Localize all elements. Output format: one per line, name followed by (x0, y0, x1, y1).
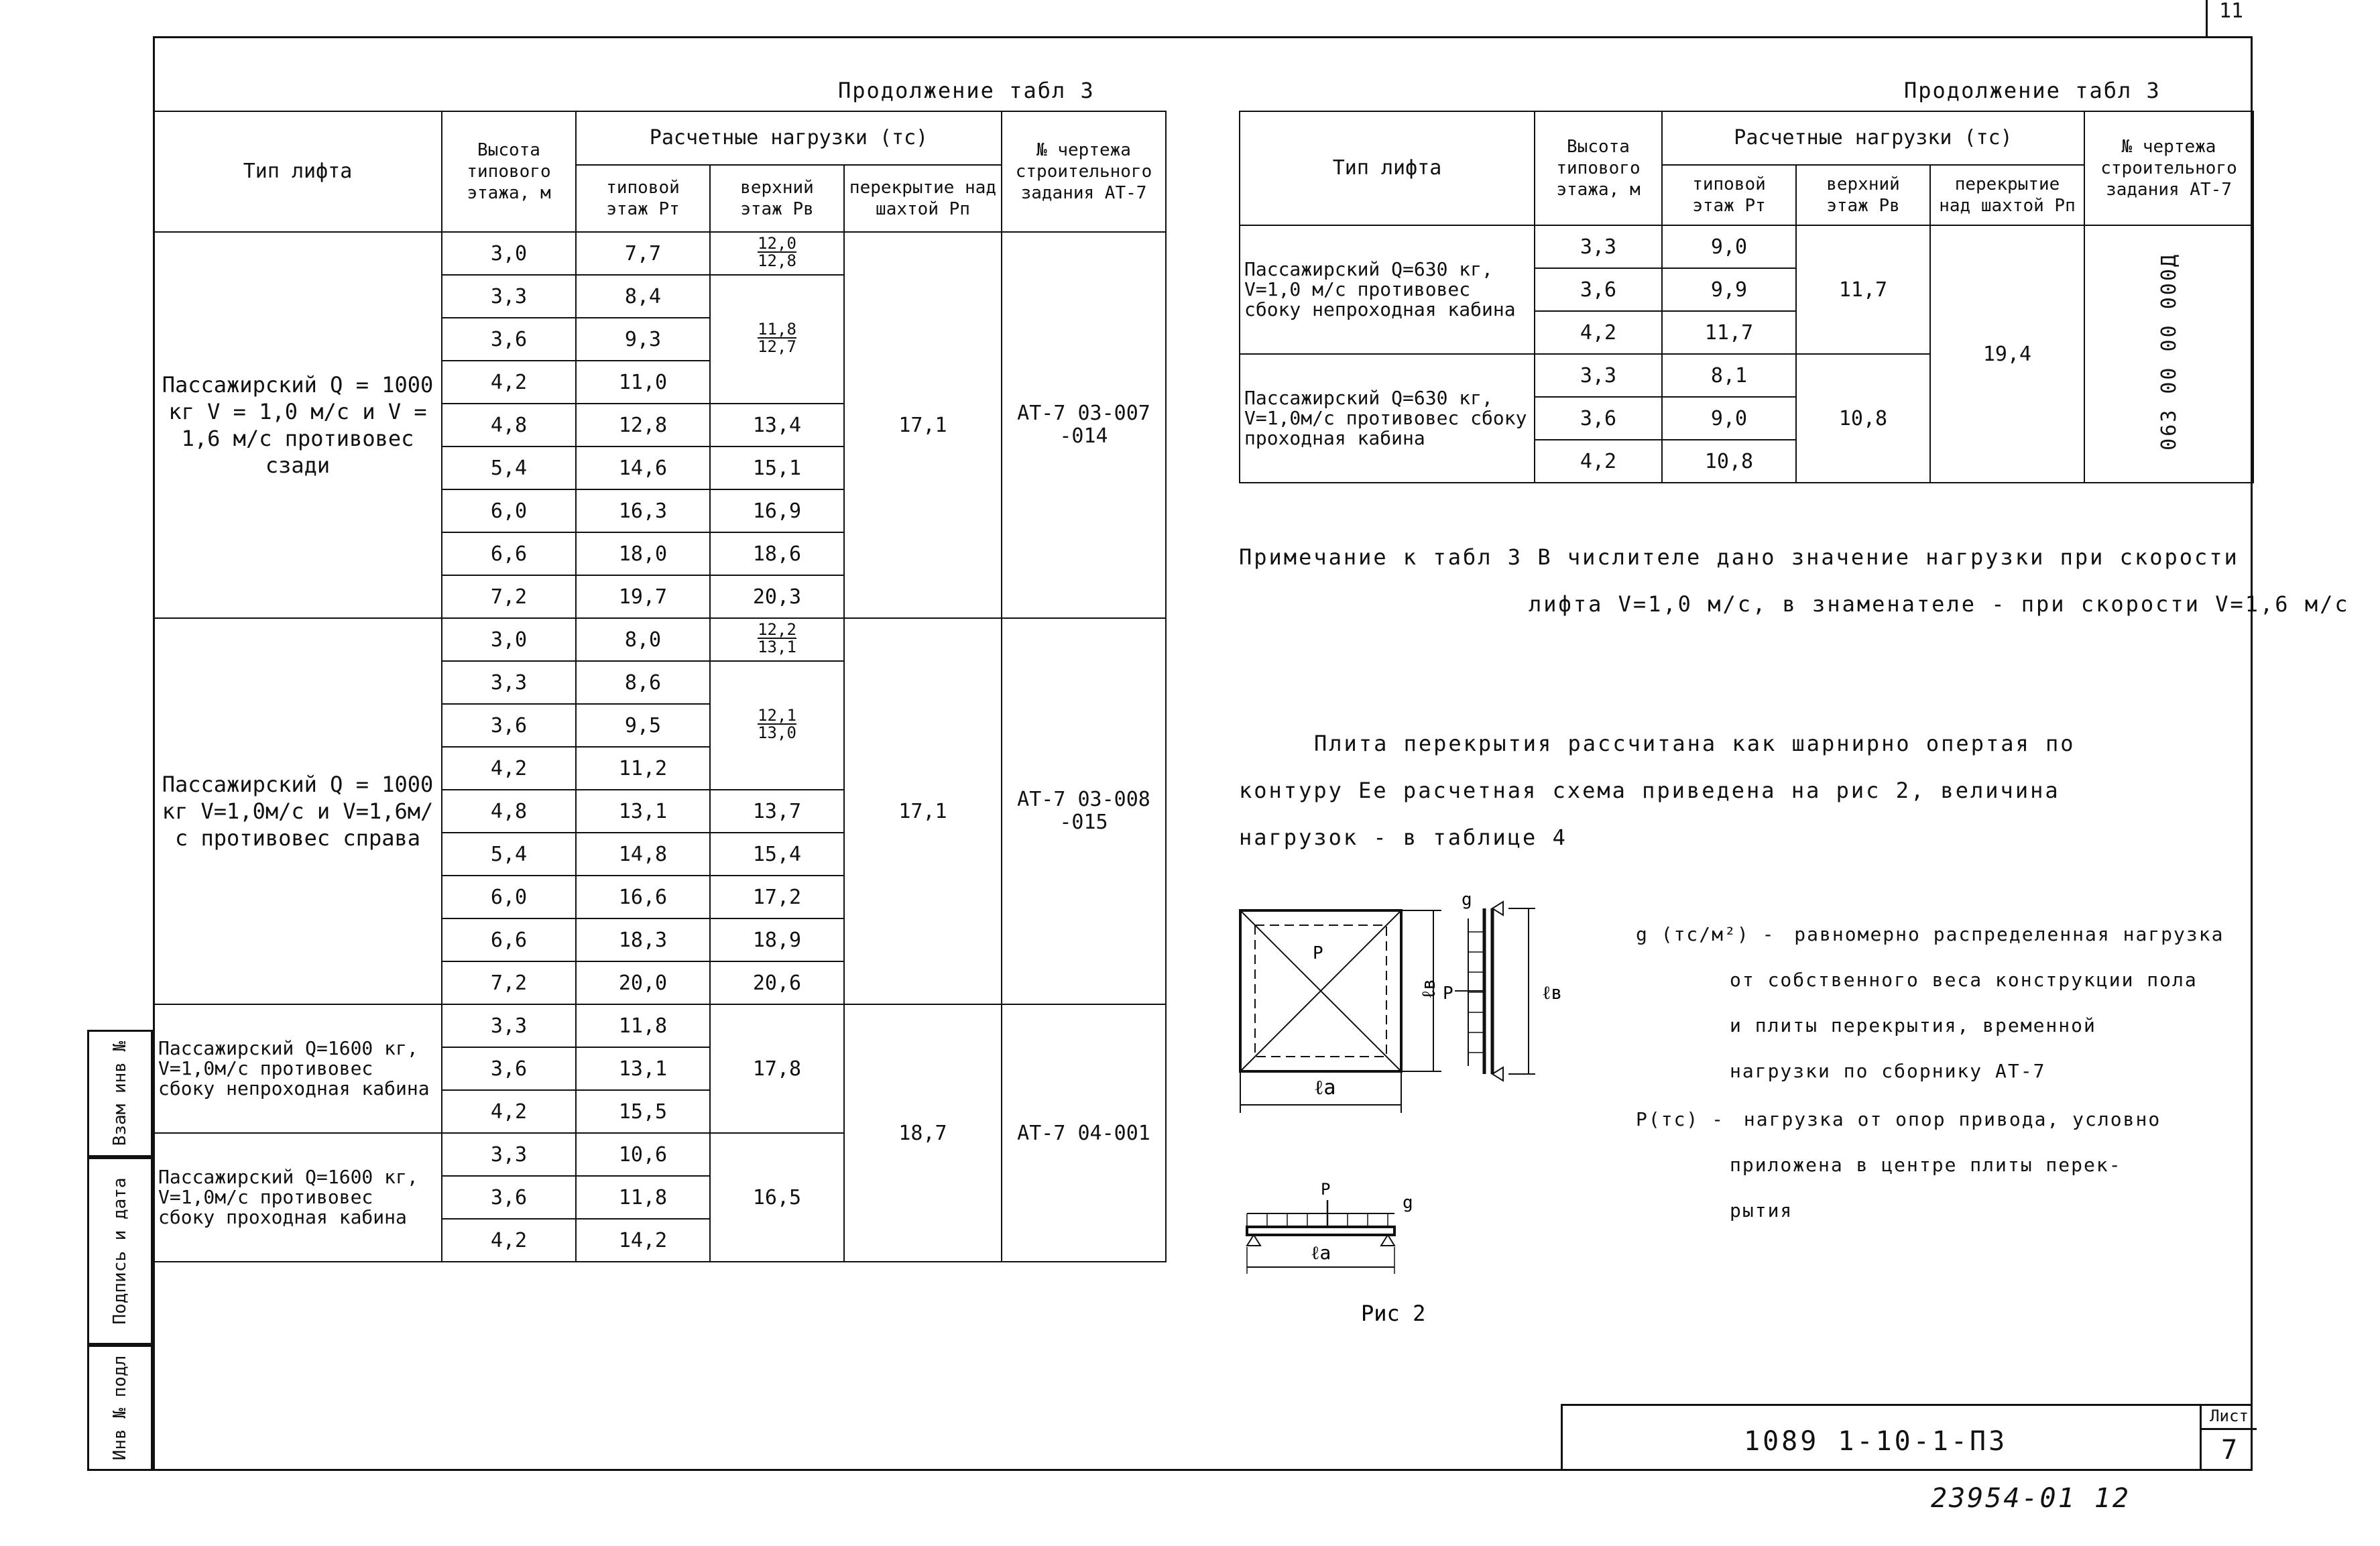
cell-height: 6,6 (442, 532, 576, 575)
label-lb: ℓв (1417, 978, 1439, 999)
group-type: Пассажирский Q=1600 кг, V=1,0м/с противовес сбоку проходная кабина (154, 1133, 442, 1262)
cell-pb: 13,7 (710, 790, 844, 833)
doc-code: 1089 1-10-1-ПЗ (1744, 1426, 2008, 1457)
cell-height: 6,0 (442, 876, 576, 918)
plate-section (1455, 902, 1535, 1081)
cell-height: 3,6 (442, 704, 576, 747)
cell-pt: 20,0 (576, 961, 710, 1004)
plate-plan (1240, 910, 1441, 1113)
cell-drawing: АТ-7 03-007 -014 (1002, 232, 1166, 618)
cell-height: 7,2 (442, 575, 576, 618)
cell-pt: 7,7 (576, 232, 710, 275)
header-pb: верхний этаж Рв (1796, 165, 1930, 225)
header-pp: перекрытие над шахтой Рп (844, 165, 1002, 232)
label-p: Р (1321, 1180, 1331, 1199)
cell-pt: 12,8 (576, 404, 710, 447)
cell-pb: 11,7 (1796, 225, 1930, 354)
header-height: Высота типового этажа, м (1535, 111, 1662, 225)
header-loads: Расчетные нагрузки (тс) (1662, 111, 2084, 165)
cell-height: 3,6 (442, 1176, 576, 1219)
cell-height: 3,6 (1535, 397, 1662, 440)
legend-g-line-4: нагрузки по сборнику АТ-7 (1730, 1060, 2046, 1082)
cell-pp: 17,1 (844, 618, 1002, 1004)
header-height: Высота типового этажа, м (442, 111, 576, 232)
header-pb: верхний этаж Рв (710, 165, 844, 232)
header-loads: Расчетные нагрузки (тс) (576, 111, 1002, 165)
header-pt: типовой этаж Рт (576, 165, 710, 232)
cell-pb-fraction: $\frac{12,1}{13,0}$ (710, 661, 844, 790)
group-type: Пассажирский Q=1600 кг, V=1,0м/с противовес сбоку непроходная кабина (154, 1004, 442, 1133)
cell-height: 4,2 (1535, 440, 1662, 483)
cell-height: 3,3 (1535, 225, 1662, 268)
label-p: Р (1313, 943, 1323, 963)
cell-height: 4,2 (442, 361, 576, 404)
stamp-vzam: Взам инв № (87, 1030, 153, 1157)
cell-pb-fraction: $\frac{12,2}{13,1}$ (710, 618, 844, 661)
cell-height: 5,4 (442, 447, 576, 489)
sheet-number: 7 (2220, 1435, 2238, 1466)
cell-pp: 18,7 (844, 1004, 1002, 1262)
paragraph-line-2: контуру Ее расчетная схема приведена на рис 2, величина (1239, 778, 2060, 803)
cell-pt: 11,2 (576, 747, 710, 790)
label-p: Р (1443, 984, 1453, 1004)
cell-pt: 9,3 (576, 318, 710, 361)
cell-height: 4,2 (442, 1219, 576, 1262)
label-lb: ℓв (1542, 982, 1563, 1004)
cell-height: 4,2 (442, 1090, 576, 1133)
cell-height: 3,3 (442, 1004, 576, 1047)
cell-pt: 8,6 (576, 661, 710, 704)
cell-height: 3,0 (442, 618, 576, 661)
header-type: Тип лифта (154, 111, 442, 232)
cell-height: 4,8 (442, 404, 576, 447)
cell-pp: 17,1 (844, 232, 1002, 618)
cell-pt: 19,7 (576, 575, 710, 618)
cell-pt: 18,0 (576, 532, 710, 575)
cell-height: 3,6 (442, 318, 576, 361)
cell-pb: 10,8 (1796, 354, 1930, 483)
cell-pb: 17,2 (710, 876, 844, 918)
cell-drawing: АТ-7 03-008 -015 (1002, 618, 1166, 1004)
table-left (153, 111, 1167, 1262)
sheet-cell (2200, 1404, 2257, 1471)
label-g: g (1403, 1193, 1413, 1213)
legend-p-line-2: приложена в центре плиты перек- (1730, 1154, 2122, 1176)
cell-pb: 16,5 (710, 1133, 844, 1262)
cell-height: 3,3 (442, 275, 576, 318)
cell-pt: 8,0 (576, 618, 710, 661)
label-la: ℓа (1314, 1076, 1336, 1099)
cell-height: 3,6 (1535, 268, 1662, 311)
label-g: g (1462, 892, 1472, 910)
legend-g-line-2: от собственного веса конструкции пола (1730, 969, 2198, 991)
cell-drawing: 063 00 00 000Д (2084, 225, 2253, 483)
cell-pt: 16,3 (576, 489, 710, 532)
header-pp: перекрытие над шахтой Рп (1930, 165, 2084, 225)
cell-height: 4,2 (442, 747, 576, 790)
table-right (1239, 111, 2254, 483)
cell-height: 3,3 (1535, 354, 1662, 397)
paragraph-line-1: Плита перекрытия рассчитана как шарнирно опертая по (1314, 731, 2076, 756)
cell-height: 7,2 (442, 961, 576, 1004)
title-block (1561, 1404, 2253, 1471)
group-type: Пассажирский Q = 1000 кг V=1,0м/с и V=1,6м/с противовес справа (154, 618, 442, 1004)
label-la: ℓа (1311, 1242, 1331, 1264)
figure-2 (1227, 892, 1663, 1327)
group-type: Пассажирский Q=630 кг, V=1,0м/с противовес сбоку проходная кабина (1240, 354, 1535, 483)
cell-height: 3,6 (442, 1047, 576, 1090)
cell-pt: 14,8 (576, 833, 710, 876)
header-drawing: № чертежа строительного задания АТ-7 (1002, 111, 1166, 232)
header-drawing: № чертежа строительного задания АТ-7 (2084, 111, 2253, 225)
legend-g-line-1: равномерно распределенная нагрузка (1794, 923, 2224, 945)
stamp-inv-podl: Инв № подл (87, 1345, 153, 1471)
cell-pt: 11,8 (576, 1004, 710, 1047)
group-type: Пассажирский Q=630 кг, V=1,0 м/с противовес сбоку непроходная кабина (1240, 225, 1535, 354)
header-pt: типовой этаж Рт (1662, 165, 1796, 225)
group-type: Пассажирский Q = 1000 кг V = 1,0 м/с и V = 1,6 м/с противовес сзади (154, 232, 442, 618)
cell-pt: 10,6 (576, 1133, 710, 1176)
cell-height: 3,3 (442, 661, 576, 704)
cell-pt: 11,7 (1662, 311, 1796, 354)
stamp-podpis: Подпись и дата (87, 1157, 153, 1345)
archive-number: 23954-01 12 (1931, 1483, 2131, 1514)
sheet-top-number: 11 (2206, 0, 2255, 36)
cell-pt: 15,5 (576, 1090, 710, 1133)
paragraph-line-3: нагрузок - в таблице 4 (1239, 825, 1567, 850)
cell-pt: 18,3 (576, 918, 710, 961)
cell-pb: 20,3 (710, 575, 844, 618)
cell-pb: 17,8 (710, 1004, 844, 1133)
cell-height: 4,2 (1535, 311, 1662, 354)
cell-height: 3,3 (442, 1133, 576, 1176)
cell-pb: 20,6 (710, 961, 844, 1004)
cell-pp: 19,4 (1930, 225, 2084, 483)
cell-pt: 8,1 (1662, 354, 1796, 397)
cell-height: 4,8 (442, 790, 576, 833)
cell-pt: 9,5 (576, 704, 710, 747)
cell-height: 6,0 (442, 489, 576, 532)
legend-g-line-3: и плиты перекрытия, временной (1730, 1014, 2096, 1036)
cell-height: 3,0 (442, 232, 576, 275)
legend (1636, 912, 2224, 1234)
cell-height: 6,6 (442, 918, 576, 961)
cell-pt: 13,1 (576, 790, 710, 833)
cell-pt: 10,8 (1662, 440, 1796, 483)
cell-pt: 9,9 (1662, 268, 1796, 311)
cell-pt: 8,4 (576, 275, 710, 318)
cell-pb-fraction: $\frac{11,8}{12,7}$ (710, 275, 844, 404)
note-line-1: Примечание к табл 3 В числителе дано значение нагрузки при скорости (1239, 544, 2239, 570)
table-left-caption: Продолжение табл 3 (838, 78, 1095, 103)
cell-pt: 9,0 (1662, 225, 1796, 268)
legend-g-symbol: g (тс/м²) - (1636, 923, 1775, 945)
legend-p-line-1: нагрузка от опор привода, условно (1743, 1108, 2161, 1130)
sheet-label: Лист (2202, 1404, 2257, 1430)
cell-pb: 15,1 (710, 447, 844, 489)
legend-p-symbol: Р(тс) - (1636, 1108, 1725, 1130)
cell-pb: 18,6 (710, 532, 844, 575)
note-line-2: лифта V=1,0 м/с, в знаменателе - при скорости V=1,6 м/с (1529, 591, 2350, 617)
cell-pb: 16,9 (710, 489, 844, 532)
cell-pb: 15,4 (710, 833, 844, 876)
legend-p-line-3: рытия (1730, 1199, 1793, 1222)
cell-pb-fraction: $\frac{12,0}{12,8}$ (710, 232, 844, 275)
cell-pb: 13,4 (710, 404, 844, 447)
cell-pt: 13,1 (576, 1047, 710, 1090)
cell-pt: 9,0 (1662, 397, 1796, 440)
cell-pb: 18,9 (710, 918, 844, 961)
table-right-caption: Продолжение табл 3 (1904, 78, 2161, 103)
cell-pt: 14,6 (576, 447, 710, 489)
cell-pt: 11,8 (576, 1176, 710, 1219)
cell-pt: 16,6 (576, 876, 710, 918)
cell-height: 5,4 (442, 833, 576, 876)
cell-pt: 11,0 (576, 361, 710, 404)
figure-caption: Рис 2 (1361, 1301, 1426, 1326)
cell-pt: 14,2 (576, 1219, 710, 1262)
cell-drawing: АТ-7 04-001 (1002, 1004, 1166, 1262)
header-type: Тип лифта (1240, 111, 1535, 225)
